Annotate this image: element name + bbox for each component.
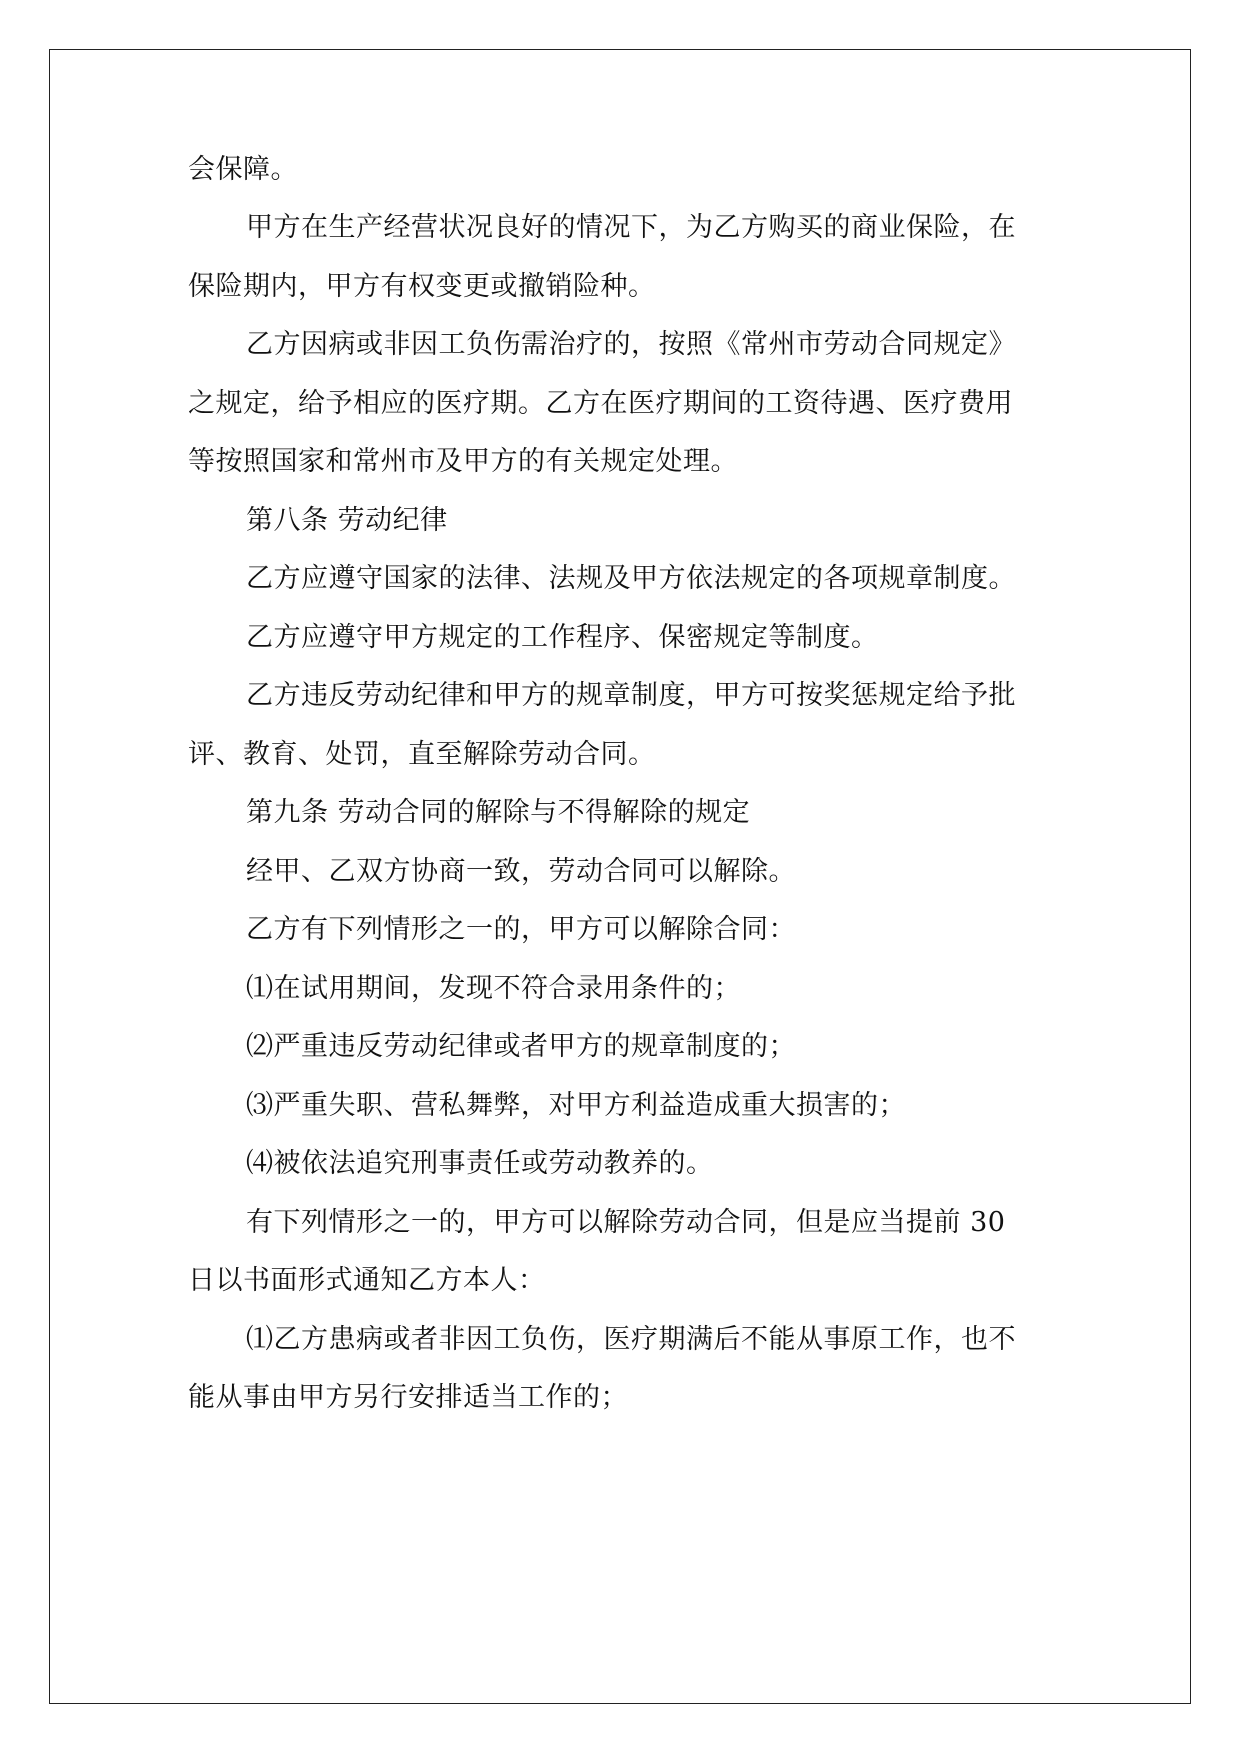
text-line: 日以书面形式通知乙方本人：	[188, 1265, 546, 1296]
list-item: ⑵严重违反劳动纪律或者甲方的规章制度的；	[246, 1031, 796, 1062]
text-line: 经甲、乙双方协商一致，劳动合同可以解除。	[246, 856, 796, 887]
text-line: 乙方应遵守甲方规定的工作程序、保密规定等制度。	[246, 622, 879, 653]
text-line: 乙方应遵守国家的法律、法规及甲方依法规定的各项规章制度。	[246, 563, 1016, 594]
section-heading: 第八条 劳动纪律	[246, 505, 448, 536]
list-item: ⑴在试用期间，发现不符合录用条件的；	[246, 973, 741, 1004]
section-heading: 第九条 劳动合同的解除与不得解除的规定	[246, 797, 751, 828]
list-item: ⑴乙方患病或者非因工负伤，医疗期满后不能从事原工作，也不	[246, 1324, 1016, 1355]
text-line: 保险期内，甲方有权变更或撤销险种。	[188, 271, 656, 302]
text-line: 评、教育、处罚，直至解除劳动合同。	[188, 739, 656, 770]
text-line: 乙方因病或非因工负伤需治疗的，按照《常州市劳动合同规定》	[246, 329, 1016, 360]
text-line: 乙方有下列情形之一的，甲方可以解除合同：	[246, 914, 796, 945]
text-line: 乙方违反劳动纪律和甲方的规章制度，甲方可按奖惩规定给予批	[246, 680, 1016, 711]
list-item: ⑷被依法追究刑事责任或劳动教养的。	[246, 1148, 714, 1179]
text-line: 有下列情形之一的，甲方可以解除劳动合同，但是应当提前 30	[246, 1207, 1006, 1238]
text-line: 甲方在生产经营状况良好的情况下，为乙方购买的商业保险，在	[246, 212, 1016, 243]
text-line: 之规定，给予相应的医疗期。乙方在医疗期间的工资待遇、医疗费用	[188, 388, 1013, 419]
text-line: 能从事由甲方另行安排适当工作的；	[188, 1382, 628, 1413]
text-line: 会保障。	[188, 154, 298, 185]
text-line: 等按照国家和常州市及甲方的有关规定处理。	[188, 446, 738, 477]
list-item: ⑶严重失职、营私舞弊，对甲方利益造成重大损害的；	[246, 1090, 906, 1121]
